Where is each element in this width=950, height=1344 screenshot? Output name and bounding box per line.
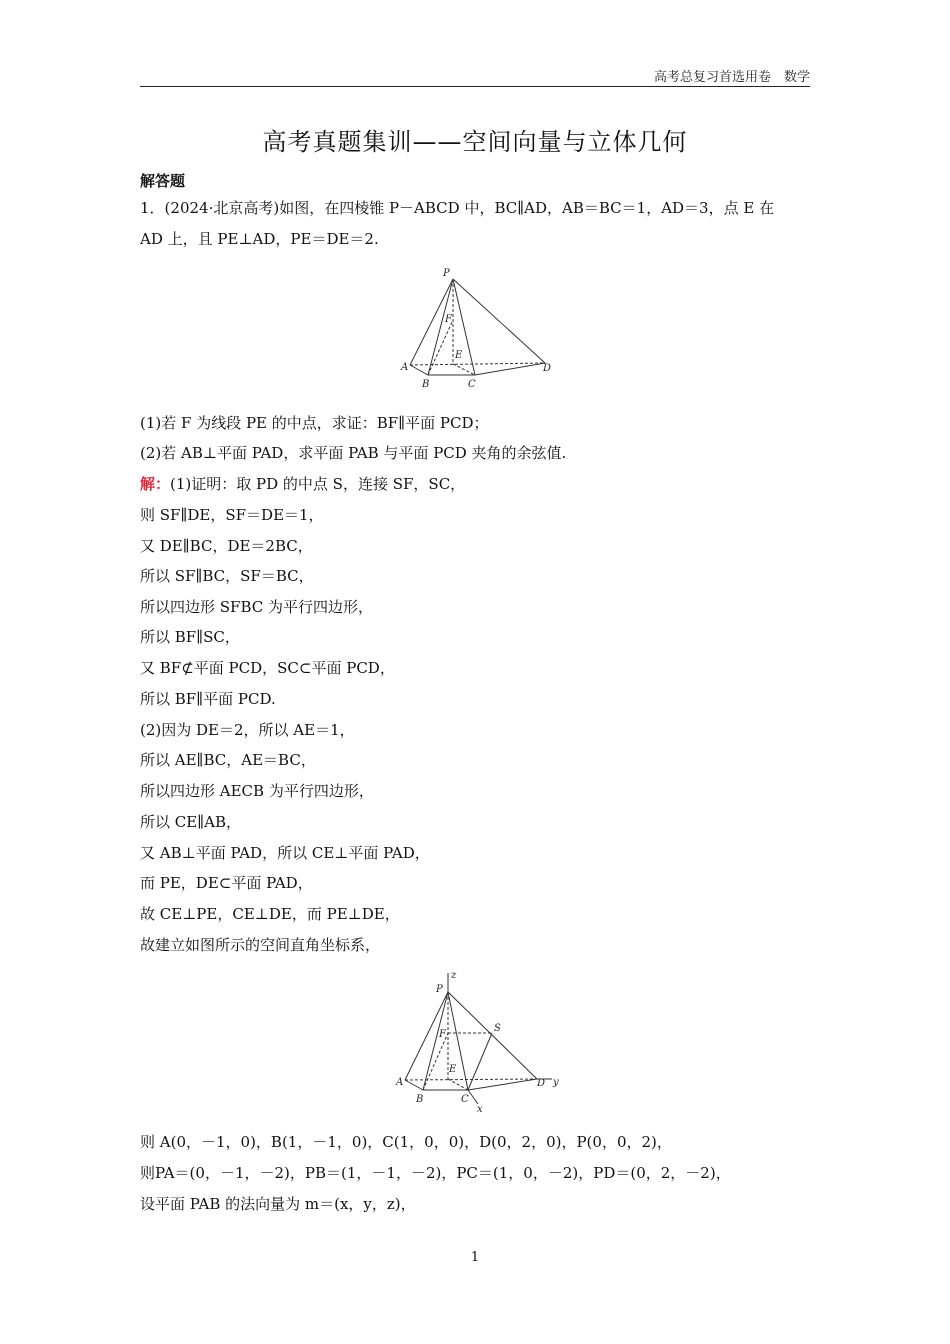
solution-line: 故 CE⊥PE，CE⊥DE，而 PE⊥DE，	[140, 905, 400, 923]
solution-line: (2)因为 DE＝2，所以 AE＝1，	[140, 721, 355, 739]
solution-line: 则 SF∥DE，SF＝DE＝1，	[140, 506, 324, 524]
fig2-label-s: S	[494, 1023, 501, 1034]
vectors-line: 则PA＝(0，－1，－2)，PB＝(1，－1，－2)，PC＝(1，0，－2)，PD＝(0，2，－2)，	[140, 1164, 731, 1182]
fig1-label-f: F	[445, 314, 452, 325]
fig2-label-z: z	[451, 970, 457, 981]
page-title: 高考真题集训——空间向量与立体几何	[262, 128, 688, 156]
normal-vector-line: 设平面 PAB 的法向量为 m＝(x，y，z)，	[140, 1195, 416, 1213]
fig1-label-d: D	[543, 363, 552, 374]
fig1-label-e: E	[455, 350, 463, 361]
page-number: 1	[470, 1250, 480, 1265]
fig1-label-a: A	[401, 362, 409, 373]
fig2-label-a: A	[396, 1077, 404, 1088]
solution-line: 所以 BF∥SC，	[140, 628, 240, 646]
solution-line: 故建立如图所示的空间直角坐标系，	[140, 936, 381, 954]
section-heading: 解答题	[140, 172, 186, 190]
problem-line-2: AD 上，且 PE⊥AD，PE＝DE＝2.	[140, 230, 379, 248]
header-text: 高考总复习首选用卷 数学	[653, 70, 810, 85]
solution-line: 又 DE∥BC，DE＝2BC，	[140, 537, 313, 555]
solution-line: 所以四边形 SFBC 为平行四边形，	[140, 598, 373, 616]
solution-label: 解：	[140, 475, 171, 493]
solution-line: 所以 CE∥AB，	[140, 813, 241, 831]
page-header	[140, 66, 810, 87]
question-1: (1)若 F 为线段 PE 的中点，求证：BF∥平面 PCD；	[140, 414, 489, 432]
fig2-label-x: x	[477, 1104, 483, 1115]
fig2-label-y: y	[553, 1077, 559, 1088]
solution-first-text: (1)证明：取 PD 的中点 S，连接 SF，SC，	[170, 475, 466, 493]
solution-line: 所以四边形 AECB 为平行四边形，	[140, 782, 374, 800]
solution-line: 所以 SF∥BC，SF＝BC，	[140, 567, 314, 585]
fig1-label-b: B	[422, 379, 430, 390]
solution-first-line	[140, 474, 465, 494]
fig1-label-c: C	[468, 379, 476, 390]
fig1-label-p: P	[443, 268, 450, 279]
fig2-label-d: D	[537, 1078, 546, 1089]
solution-line: 又 AB⊥平面 PAD，所以 CE⊥平面 PAD，	[140, 844, 430, 862]
coordinates-line: 则 A(0，－1，0)，B(1，－1，0)，C(1，0，0)，D(0，2，0)，P(0，0，2)，	[140, 1133, 672, 1151]
solution-line: 又 BF⊄平面 PCD，SC⊂平面 PCD，	[140, 659, 395, 677]
problem-line-1: 1．(2024·北京高考)如图，在四棱锥 P－ABCD 中，BC∥AD，AB＝BC＝1，AD＝3，点 E 在	[140, 199, 775, 217]
solution-line: 而 PE，DE⊂平面 PAD，	[140, 874, 313, 892]
solution-line: 所以 BF∥平面 PCD.	[140, 690, 276, 708]
fig2-label-p: P	[436, 984, 443, 995]
figure-pyramid	[395, 262, 560, 392]
solution-line: 所以 AE∥BC，AE＝BC，	[140, 751, 316, 769]
fig2-label-b: B	[416, 1094, 424, 1105]
figure-coordinate-system	[390, 968, 570, 1116]
fig2-label-f: F	[439, 1029, 446, 1040]
question-2: (2)若 AB⊥平面 PAD，求平面 PAB 与平面 PCD 夹角的余弦值.	[140, 444, 567, 462]
fig2-label-e: E	[449, 1064, 457, 1075]
fig2-label-c: C	[461, 1094, 469, 1105]
